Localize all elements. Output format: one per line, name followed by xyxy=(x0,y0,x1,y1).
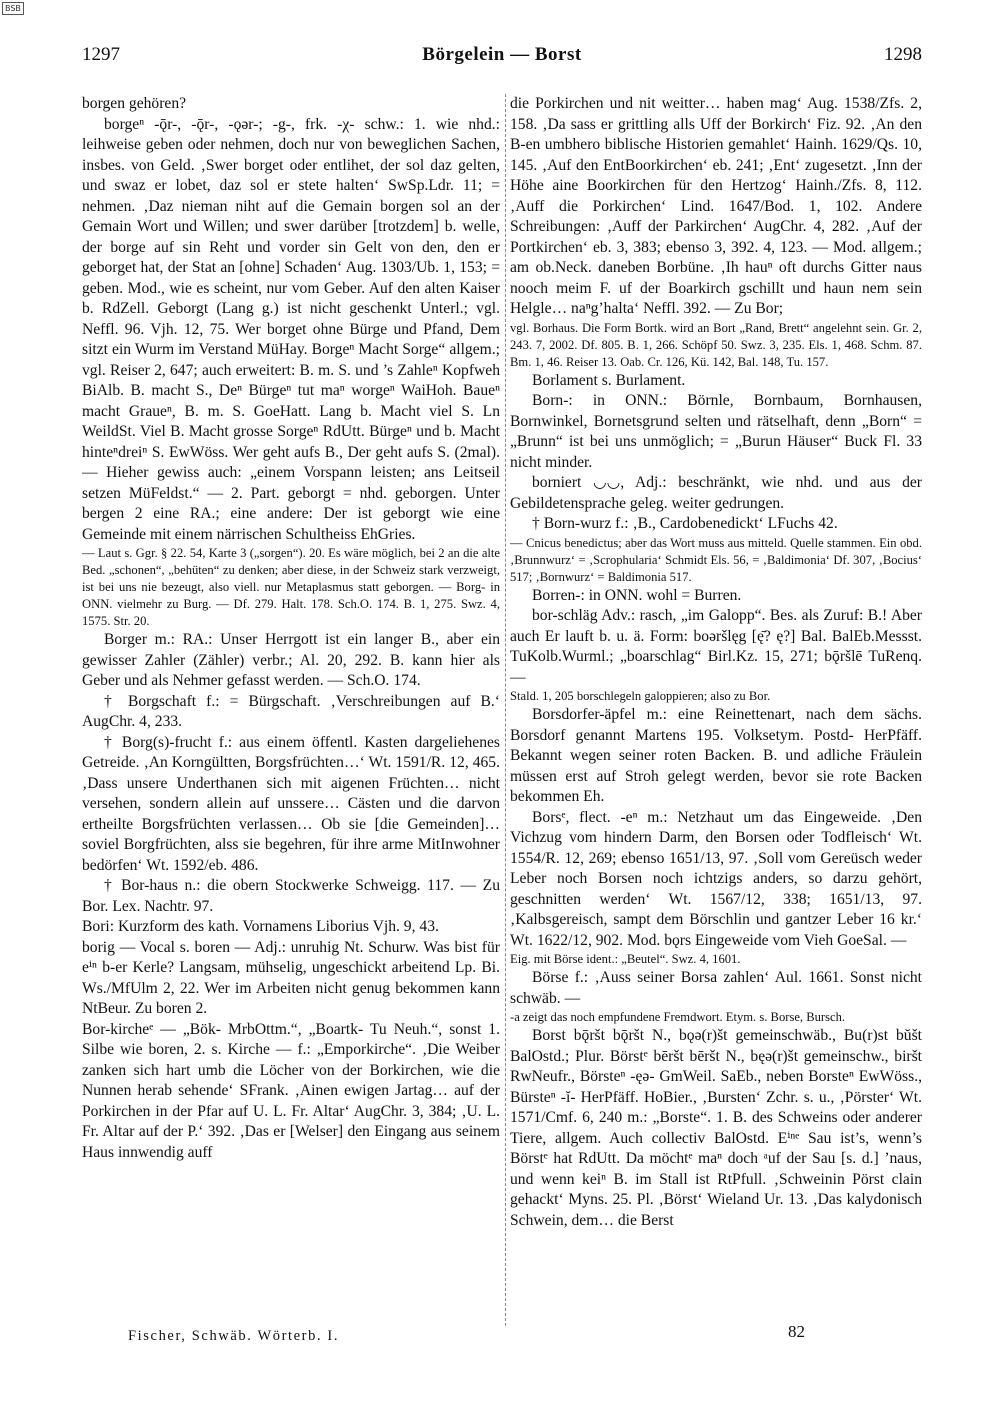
entry-borschlaeg: bor-schläg Adv.: rasch, „im Galopp“. Bes. als Zuruf: B.! Aber auch Er lauft b. u. ä. Form: boəršlęg [ę̄? ę?] Bal. BalEb.Messst. TuKolb.Wurml.; „boarschlag“ Birl.Kz. 15, 271; bǭršlē TuRenq. — xyxy=(510,607,922,686)
entry-note: — Laut s. Ggr. § 22. 54, Karte 3 („sorgen“). 20. Es wäre möglich, bei 2 an die alte Bed. „schonen“, „behüten“ zu denken; aber diese, in der Schweiz stark verzweigt, ist bei uns nie bezeugt, also viell. nur Metaplasmus statt geborgen. — Borg- in ONN. vielmehr zu Burg. — Df. 279. Halt. 178. Sch.O. 174. B. 1, 275. Swz. 4, 1575. Str. 20. xyxy=(82,546,500,628)
entry-bori: Bori: Kurzform des kath. Vornamens Liborius Vjh. 9, 43. xyxy=(82,918,439,935)
running-title: Börgelein — Borst xyxy=(422,44,582,65)
entry-borgen: borgeⁿ -ǭr-, -ǭr-, -ǫər-; -g-, frk. -χ- schw.: 1. wie nhd.: leihweise geben oder nehmen, doch nur von beweglichen Sachen, insbes. von Geld. ‚Swer borget oder entlihet, der sol daz gelten, und swaz er lobet, daz sol er stete halten‘ SwSp.Ldr. 11; = nehmen. ‚Daz nieman niht auf die Gemain borgen sol an der Gemain Wort und Willen; und swer darüber [trotzdem] b. welle, der borge auf sin Reht und vorder sin Gelt von den, den er geborget hat, der Stat an [ohne] Schaden‘ Aug. 1303/Ub. 1, 153; = geben. Mod., wie es scheint, nur vom Geber. Auf den alten Kaiser b. RdZell. Geborgt (Lang g.) ist nicht geschenkt Unterl.; vgl. Neffl. 96. Vjh. 12, 75. Wer borget ohne Bürge und Pfand, Dem sitzt ein Wurm im Verstand MüHay. Borgeⁿ Macht Sorge“ allgem.; vgl. Reiser 2, 647; auch erweitert: B. m. S. und ’s Zahleⁿ Kopfweh BiAlb. B. macht S., Deⁿ Bürgeⁿ tut maⁿ worgeⁿ WaiHoh. Baueⁿ macht Graueⁿ, B. m. S. GoeHatt. Lang b. Macht viel S. Ln WeildSt. Viel B. Macht grosse Sorgeⁿ RdUtt. Bürgeⁿ und b. Macht hinteⁿdreiⁿ S. EwWöss. Wer geht aufs B., Der geht aufs S. (2mal). — Hieher gewiss auch: „einem Vorspann leisten; ans Leitseil setzen MüFeldst.“ — 2. Part. geborgt = nhd. geborgen. Unter bergen 2 eine RA.; eine andere: Der ist geborgt wie eine Gemeinde mit einem närrischen Schultheiss EhGries. xyxy=(82,115,500,543)
entry-borger: Borger m.: RA.: Unser Herrgott ist ein langer B., aber ein gewisser Zahler (Zähler) verbr.; Al. 20, 292. B. kann hier als Geber und als Nehmer gefasst werden. — Sch.O. 174. xyxy=(82,631,500,689)
page-number-left: 1297 xyxy=(82,44,120,65)
entry-note: — Cnicus benedictus; aber das Wort muss aus mitteld. Quelle stammen. Ein obd. ‚Brunnwurz‘ = ‚Scrophularia‘ Schmidt Els. 56, = ‚Baldimonia‘ Df. 307, ‚Bocius‘ 517; ‚Bornwurz‘ = Baldimonia 517. xyxy=(510,535,922,584)
entry-borst: Borst bǭršt bǭršt N., bǫə(r)št gemeinschwäb., Bu(r)st bŭšt BalOstd.; Plur. Börstᵉ bēršt bēršt N., bęə(r)št gemeinschw., biršt RwNeufr., Börsteⁿ -ęə- GmWeil. SaEb., neben Borsteⁿ EwWöss., Bürsteⁿ -ĭ- HerPfäff. HoBier., ‚Bursten‘ Zchr. s. u., ‚Pörster‘ Wt. 1571/Cmf. 6, 240 m.: „Borste“. 1. B. des Schweins oder anderer Tiere, allgem. Auch collectiv BalOstd. Eⁱⁿᵉ Sau ist’s, wenn’s Börstᵉ hat RdUtt. Da möchtᵉ maⁿ doch ᵃuf der Sau [s. d.] ’naus, und wenn keiⁿ B. im Stall ist RtPfull. ‚Schweinin Pörst clain gehackt‘ Myns. 25. Pl. ‚Börst‘ Wieland Ur. 13. ‚Das kalydonisch Schwein, dem… die Berst xyxy=(510,1027,922,1229)
entry-text: borgen gehören? xyxy=(82,95,187,112)
entry-boerse: Börse f.: ‚Auss seiner Borsa zahlen‘ Aul. 1661. Sonst nicht schwäb. — xyxy=(510,969,922,1007)
page-number-right: 1298 xyxy=(884,44,922,65)
entry-borig: borig — Vocal s. boren — Adj.: unruhig Nt. Schurw. Was bist für eⁱⁿ b-er Kerle? Langsam, mühselig, ungeschickt arbeitend Lp. Bi. Ws./MfUlm 2, 22. Wer im Arbeiten nicht genug bekommen kann NtBeur. Zu boren 2. xyxy=(82,938,500,1017)
column-divider xyxy=(505,94,506,1326)
entry-bornwurz: † Born-wurz f.: ‚B., Cardobenedickt‘ LFuchs 42. xyxy=(532,515,838,532)
footer-signature: Fischer, Schwäb. Wörterb. I. xyxy=(128,1328,340,1344)
page-header xyxy=(82,44,922,70)
entry-borkirche: Bor-kircheᵉ — „Bök- MrbOttm.“, „Boartk- Tu Neuh.“, sonst 1. Silbe wie boren, 2. s. Kirche — f.: „Emporkirche“. ‚Die Weiber zanken sich hart umb die Löcher von der Borkirchen, wie die Nunnen herab sehende‘ SFrank. ‚Ainen ewigen Jartag… auf der Porkirchen in der Pfar auf U. L. Fr. Altar‘ AugChr. 3, 384; ‚U. L. Fr. Altar auf der P.‘ 392. ‚Das er [Welser] den Eingang aus seinem Haus innwendig auff xyxy=(82,1020,500,1161)
entry-note: vgl. Borhaus. Die Form Bortk. wird an Bort „Rand, Brett“ angelehnt sein. Gr. 2, 243. 7, 2002. Df. 805. B. 1, 266. Schöpf 50. Swz. 3, 235. Els. 1, 468. Schm. 87. Bm. 1, 46. Reiser 13. Oab. Cr. 126, Kü. 142, Bal. 148, Tu. 157. xyxy=(510,320,922,369)
entry-borgsfrucht: † Borg(s)-frucht f.: aus einem öffentl. Kasten dargeliehenes Getreide. ‚An Korngültten, Borgsfrüchten…‘ Wt. 1591/R. 12, 465. ‚Dass unsere Underthanen sich mit aigenen Früchten… nicht versehen, sondern allein auf unssere… Cästen und die darvon ertheilte Borgsfrüchten verlassen… Ob sie [die Gemeinden]… soviel Borgfrüchten, alss sie begehren, für ihre arme MitInwohner bedörfen‘ Wt. 1592/eb. 486. xyxy=(82,733,500,874)
sheet-number: 82 xyxy=(788,1322,805,1341)
entry-borgschaft: † Borgschaft f.: = Bürgschaft. ‚Verschreibungen auf B.‘ AugChr. 4, 233. xyxy=(82,692,500,730)
entry-borniert: borniert ◡◡, Adj.: beschränkt, wie nhd. und aus der Gebildetensprache geleg. weiter gedrungen. xyxy=(510,474,922,512)
right-column xyxy=(510,94,922,1231)
entry-borhaus: † Bor-haus n.: die obern Stockwerke Schweigg. 117. — Zu Bor. Lex. Nachtr. 97. xyxy=(82,877,500,915)
entry-borse: Borsᵉ, flect. -eⁿ m.: Netzhaut um das Eingeweide. ‚Den Vichzug vom hindern Darm, den Borsen oder Todfleisch‘ Wt. 1554/R. 12, 269; ebenso 1651/13, 97. ‚Soll vom Gereüsch weder Leber noch Borsen noch ichtzigs anders, so darzu gehört, geschnitten werden‘ Wt. 1567/12, 338; 1651/13, 97. ‚Kalbsgereisch, sampt dem Börschlin und gantzer Leber 16 kr.‘ Wt. 1622/12, 902. Mod. bǫrs Eingeweide vom Vieh GoeSal. — xyxy=(510,808,922,949)
library-stamp: BSB xyxy=(2,2,24,15)
entry-borren: Borren-: in ONN. wohl = Burren. xyxy=(532,586,742,604)
entry-note: Stald. 1, 205 borschlegeln galoppieren; also zu Bor. xyxy=(510,689,771,703)
left-column xyxy=(82,94,500,1163)
entry-borlament: Borlament s. Burlament. xyxy=(532,371,686,389)
entry-borsdorfer: Borsdorfer-äpfel m.: eine Reinettenart, nach dem sächs. Borsdorf genannt Martens 195. Volksetym. Postd- HerPfäff. Bekannt wegen seiner roten Backen. B. und adliche Fräulein müssen erst auf Stroh gelegt werden, bevor sie rote Backen bekommen Eh. xyxy=(510,706,922,805)
entry-note: -a zeigt das noch empfundene Fremdwort. Etym. s. Borse, Bursch. xyxy=(510,1010,846,1024)
entry-continuation: die Porkirchen und nit weitter… haben mag‘ Aug. 1538/Zfs. 2, 158. ‚Da sass er grittling alls Uff der Borkirch‘ Fiz. 92. ‚An den B-en umbhero biblische Historien gemahlet‘ Hainh. 1629/Qs. 10, 145. ‚Auf den EntBoorkirchen‘ eb. 241; ‚Ent‘ zugesetzt. ‚Inn der Höhe aine Boorkirchen für den Hertzog‘ Hainh./Zfs. 8, 112. ‚Auff die Porkirchen‘ Lind. 1647/Bod. 1, 102. Andere Schreibungen: ‚Auff der Parkirchen‘ AugChr. 4, 282. ‚Auf der Portkirchen‘ eb. 3, 383; ebenso 3, 392. 4, 123. — Mod. allgem.; am ob.Neck. daneben Borbüne. ‚Ih hauⁿ oft durchs Gitter naus nooch meim F. uf der Boarkirch gschillt und haun nem sein Helgle… naⁿg’halta‘ Neffl. 392. — Zu Bor; xyxy=(510,95,922,317)
entry-note: Eig. mit Börse ident.: „Beutel“. Swz. 4, 1601. xyxy=(510,952,741,966)
entry-born: Born-: in ONN.: Börnle, Bornbaum, Bornhausen, Bornwinkel, Bornetsgrund selten und rätselhaft, denn „Born“ = „Brunn“ ist bei uns unmöglich; = „Burun Häuser“ Buck Fl. 33 nicht minder. xyxy=(510,392,922,471)
